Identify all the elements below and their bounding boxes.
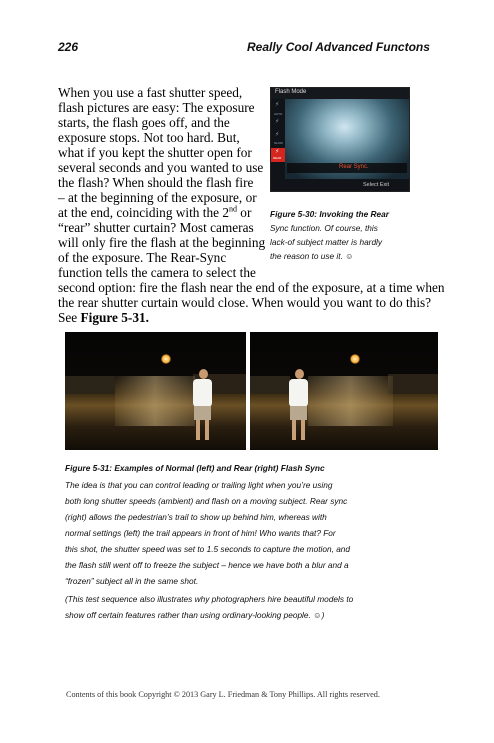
copyright-footer: Contents of this book Copyright © 2013 Gary L. Friedman & Tony Phillips. All rights reserved. (66, 690, 380, 699)
caption-label: Figure 5-31: Examples of Normal (left) and Rear (right) Flash Sync (65, 463, 325, 473)
caption-line: (This test sequence also illustrates why photographers hire beautiful models to (65, 594, 354, 604)
house-silhouette (250, 376, 290, 394)
body-line: starts, the flash goes off, and the (58, 115, 230, 130)
motion-blur-trail (308, 376, 393, 426)
body-line: several seconds and you wanted to use (58, 160, 264, 175)
pedestrian-shirt (193, 379, 212, 407)
selected-option-label: Rear Sync. (339, 164, 369, 170)
flash-mode-screenshot (270, 87, 410, 192)
caption-line: the reason to use it. ☺ (270, 251, 354, 261)
caption-line: both long shutter speeds (ambient) and flash on a moving subject. Rear sync (65, 496, 348, 506)
flash-icon: ⚡ (275, 101, 280, 108)
pedestrian-shorts (290, 406, 307, 420)
body-line-text: See (58, 310, 81, 325)
caption-line: lack-of subject matter is hardly (270, 237, 383, 247)
body-line: the flash? When should the flash fire (58, 175, 254, 190)
house-silhouette (388, 374, 438, 394)
body-line: When you use a fast shutter speed, (58, 85, 243, 100)
flash-auto-label: AUTO (274, 112, 283, 116)
caption-line: Sync function. Of course, this (270, 223, 378, 233)
caption-title (65, 463, 325, 473)
pedestrian-legs (205, 420, 209, 440)
pedestrian-shorts (194, 406, 211, 420)
body-line (58, 310, 149, 326)
pedestrian-legs (292, 420, 296, 440)
body-line (58, 205, 251, 221)
pedestrian-shirt (289, 379, 308, 407)
flash-icon: ⚡ (275, 148, 280, 155)
pedestrian-head (295, 369, 304, 379)
body-line: the rear shutter curtain would close. When would you want to do this? (58, 295, 432, 310)
body-line: of the exposure. The Rear-Sync (58, 250, 227, 265)
body-line: second option: fire the flash near the end of the exposure, at a time when (58, 280, 445, 295)
menu-title: Flash Mode (275, 89, 307, 95)
house-silhouette (65, 376, 115, 394)
caption-line: “frozen” subject all in the same shot. (65, 576, 199, 586)
body-line-tail: or (236, 205, 252, 220)
menu-footer-hints: Select Exit (363, 182, 389, 188)
pedestrian-legs (301, 420, 305, 440)
motion-blur-trail (115, 376, 195, 426)
body-line: – at the beginning of the exposure, or (58, 190, 257, 205)
caption-line: The idea is that you can control leading or trailing light when you’re using (65, 480, 333, 490)
pedestrian-legs (196, 420, 200, 440)
chapter-title: Really Cool Advanced Functons (247, 40, 430, 54)
streetlight-glow (161, 354, 171, 364)
page-number: 226 (58, 40, 79, 54)
figure-reference: Figure 5-31. (80, 310, 149, 325)
ordinal-superscript: nd (228, 204, 237, 214)
flash-icon: ⚡ (275, 118, 280, 125)
body-line: what if you kept the shutter open for (58, 145, 252, 160)
flash-rear-label: REAR (273, 156, 282, 160)
body-line: function tells the camera to select the (58, 265, 256, 280)
body-line: flash pictures are easy: The exposure (58, 100, 255, 115)
caption-line: normal settings (left) the trail appears in front of him! Who wants that? For (65, 528, 336, 538)
body-line: will only fire the flash at the beginning (58, 235, 266, 250)
flash-slow-label: SLOW (274, 141, 283, 145)
normal-flash-sync-photo (65, 332, 246, 450)
caption-line: the flash still went off to freeze the subject – hence we have both a blur and a (65, 560, 349, 570)
caption-label: Figure 5-30: Invoking the Rear (270, 209, 389, 219)
caption-line: this shot, the shutter speed was set to 1.5 seconds to capture the motion, and (65, 544, 351, 554)
pedestrian-head (199, 369, 208, 379)
body-line: exposure stops. Not too hard. But, (58, 130, 240, 145)
body-line: “rear” shutter curtain? Most cameras (58, 220, 254, 235)
body-line-text: at the end, coinciding with the 2 (58, 205, 229, 220)
caption-line (270, 209, 389, 219)
rear-flash-sync-photo (250, 332, 438, 450)
caption-line: show off certain features rather than using ordinary-looking people. ☺) (65, 610, 325, 620)
icon-column (271, 99, 285, 179)
flash-icon: ⚡ (275, 131, 280, 138)
streetlight-glow (350, 354, 360, 364)
caption-line: (right) allows the pedestrian’s trail to show up behind him, whereas with (65, 512, 327, 522)
